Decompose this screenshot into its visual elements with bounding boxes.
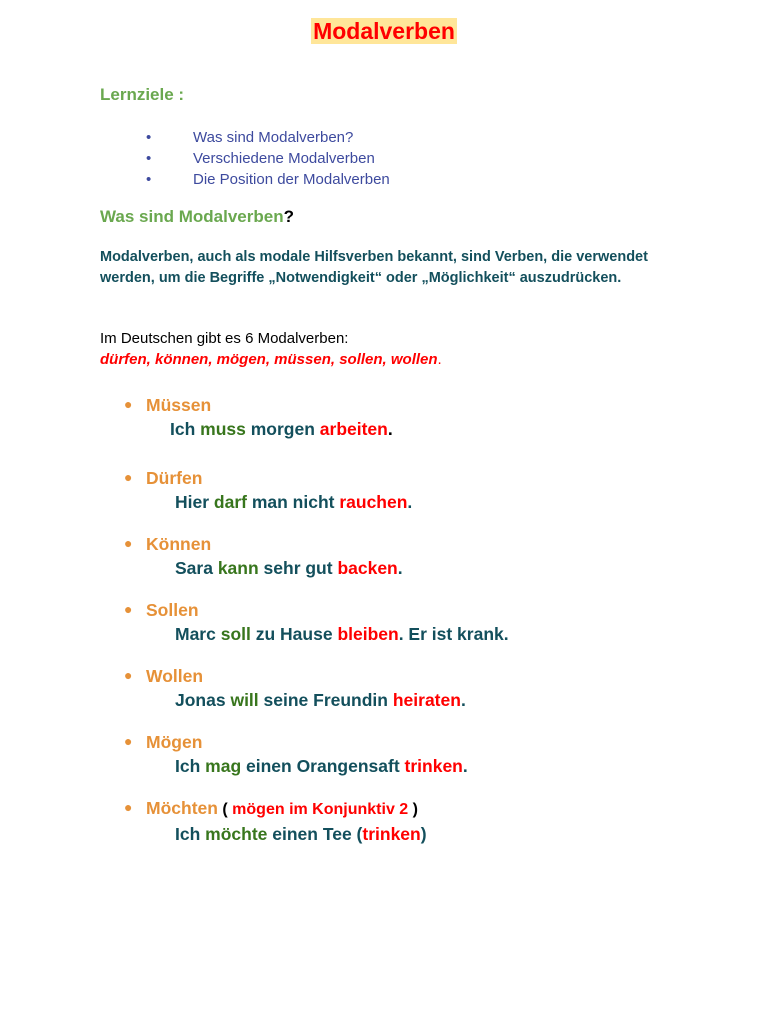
modal-verb: darf: [213, 492, 247, 512]
infinitive: bleiben: [337, 624, 399, 644]
verb-name: Mögen: [146, 732, 203, 752]
modal-verb: soll: [220, 624, 251, 644]
goal-item: [146, 148, 390, 169]
bullet-dot-icon: ●: [124, 535, 133, 551]
example-sentence: Sara kann sehr gut backen.: [175, 558, 403, 578]
infinitive: backen: [337, 558, 398, 578]
modal-verbs-list: dürfen, können, mögen, müssen, sollen, wollen: [100, 351, 438, 368]
bullet-icon: •: [146, 129, 152, 146]
verb-entry-koennen: [124, 531, 403, 580]
intro-line: Im Deutschen gibt es 6 Modalverben:: [100, 330, 349, 347]
verb-entry-wollen: [124, 663, 466, 712]
verb-entry-duerfen: [124, 465, 412, 514]
definition-paragraph: Modalverben, auch als modale Hilfsverben bekannt, sind Verben, die verwendet werden, um die Begriffe „Notwendigkeit“ oder „Möglichkeit“ auszudrücken.: [100, 249, 648, 286]
verb-entry-muessen: [124, 392, 393, 441]
example-sentence: Hier darf man nicht rauchen.: [175, 492, 413, 512]
goals-heading: Lernziele :: [100, 85, 185, 104]
bullet-dot-icon: ●: [124, 601, 133, 617]
infinitive: trinken: [404, 756, 463, 776]
verb-entry-moechten: ● Möchten ( mögen im Konjunktiv 2 ) Ich möchte einen Tee (trinken): [124, 795, 427, 846]
verb-name: Dürfen: [146, 468, 203, 488]
infinitive: arbeiten: [319, 419, 388, 439]
modal-verb: will: [230, 690, 259, 710]
infinitive: trinken: [362, 824, 421, 844]
modal-verb: kann: [217, 558, 259, 578]
verb-name: Wollen: [146, 666, 204, 686]
bullet-icon: •: [146, 150, 152, 167]
page-title-wrap: [0, 17, 768, 45]
bullet-dot-icon: ●: [124, 733, 133, 749]
verb-name: Müssen: [146, 395, 212, 415]
bullet-dot-icon: ●: [124, 396, 133, 412]
modal-verb: möchte: [205, 824, 268, 844]
verb-name: Sollen: [146, 600, 199, 620]
infinitive: rauchen: [339, 492, 408, 512]
goal-text: Die Position der Modalverben: [193, 171, 390, 188]
goal-item: [146, 127, 390, 148]
page-title: Modalverben: [313, 18, 455, 44]
bullet-dot-icon: ●: [124, 469, 133, 485]
example-sentence: Marc soll zu Hause bleiben. Er ist krank.: [175, 624, 509, 644]
konjunktiv-note: mögen im Konjunktiv 2: [232, 801, 409, 818]
goal-text: Was sind Modalverben?: [193, 129, 354, 146]
verb-name: Möchten: [146, 798, 218, 818]
goals-list: [146, 127, 390, 190]
verb-entry-moegen: [124, 729, 468, 778]
question-mark: ?: [283, 207, 294, 226]
modal-verb: mag: [205, 756, 242, 776]
example-sentence: Jonas will seine Freundin heiraten.: [175, 690, 466, 710]
bullet-icon: •: [146, 171, 152, 188]
verb-name: Können: [146, 534, 212, 554]
intro-paragraph: [100, 328, 442, 370]
goal-text: Verschiedene Modalverben: [193, 150, 375, 167]
bullet-dot-icon: ●: [124, 667, 133, 683]
example-sentence: Ich mag einen Orangensaft trinken.: [175, 756, 468, 776]
verb-entry-sollen: [124, 597, 509, 646]
infinitive: heiraten: [392, 690, 461, 710]
modal-verb: muss: [200, 419, 246, 439]
goal-item: [146, 169, 390, 190]
question-heading: [100, 207, 294, 227]
question-text: Was sind Modalverben: [100, 207, 284, 226]
example-sentence: Ich möchte einen Tee (trinken): [175, 824, 427, 844]
example-sentence: Ich muss morgen arbeiten.: [170, 419, 393, 439]
intro-end: .: [437, 351, 442, 368]
bullet-dot-icon: ●: [124, 799, 133, 815]
